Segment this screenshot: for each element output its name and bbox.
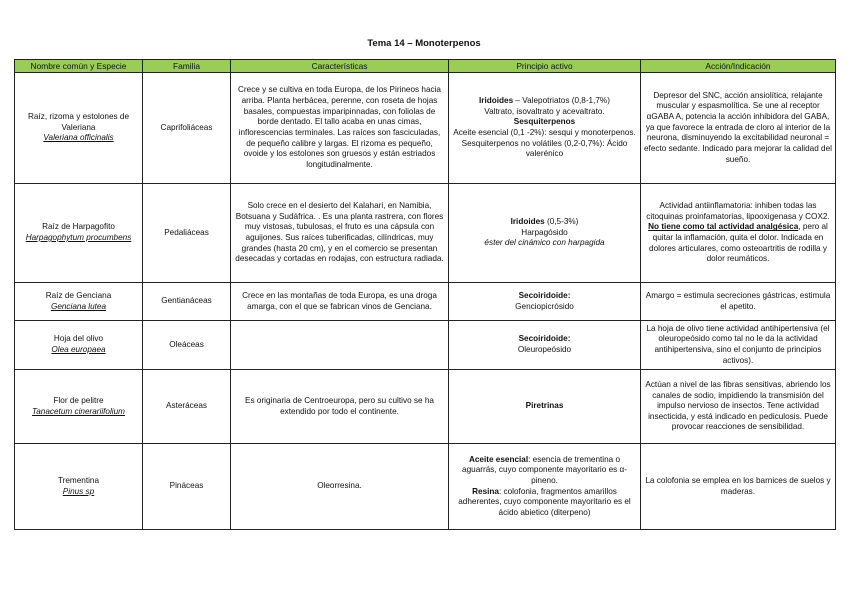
family-cell: Asteráceas <box>143 370 231 444</box>
principle-text: Oleuropeósido <box>517 345 572 354</box>
species-name: Pinus sp <box>62 486 95 496</box>
principle-text: : esencia de trementina o aguarrás, cuyo componente mayoritario es α-pineno. <box>462 454 627 485</box>
action-cell <box>641 184 836 283</box>
monoterpenes-table <box>14 59 836 530</box>
common-name: Raíz, rizoma y estolones de Valeriana <box>27 112 130 132</box>
family-cell: Oleáceas <box>143 321 231 370</box>
table-row <box>15 73 836 184</box>
principle-heading: Sesquiterpenos <box>513 117 576 127</box>
principle-heading: Secoiridoide: <box>518 334 571 344</box>
header-action: Acción/Indicación <box>641 60 836 73</box>
action-cell: La hoja de olivo tiene actividad antihipertensiva (el oleuropeósido como tal no le da la actividad antihipertensiva, sino el conjunto de principios activos). <box>641 321 836 370</box>
table-row <box>15 444 836 530</box>
action-cell: Depresor del SNC, acción ansiolítica, relajante muscular y espasmolítica. Se une al receptor αGABA A, potencia la acción inhibidora del GABA, ya que favorece la entrada de cloro al interior de la neurona, disminuyendo la excitabilidad neuronal = efecto sedante. Indicado para mejorar la calidad del sueño. <box>641 73 836 184</box>
common-name: Flor de pelitre <box>53 395 104 405</box>
table-row <box>15 370 836 444</box>
characteristics-cell: Es originaria de Centroeuropa, pero su cultivo se ha extendido por todo el continente. <box>231 370 449 444</box>
header-row <box>15 60 836 73</box>
principle-text: (0,5-3%) <box>544 217 579 227</box>
species-name: Harpagophytum procumbens <box>25 233 132 242</box>
principle-text: : colofonia, fragmentos amarillos adherentes, cuyo componente mayoritario es el ácido abietico (diterpeno) <box>458 486 631 517</box>
table-row <box>15 184 836 283</box>
common-name-cell <box>15 321 143 370</box>
table-row <box>15 321 836 370</box>
family-cell: Pedaliáceas <box>143 184 231 283</box>
characteristics-cell: Solo crece en el desierto del Kalahari, en Namibia, Botsuana y Sudáfrica. . Es una planta rastrera, con flores muy vistosas, tubulosas, el fruto es una cápsula con aguijones. Sus raíces tuberificadas, cilíndricas, muy grandes (hasta 20 cm), y en el comercio se presentan desecadas y cortadas en rodajas, con estructura radiada. <box>231 184 449 283</box>
common-name-cell <box>15 370 143 444</box>
action-emphasis: No tiene como tal actividad analgésica <box>648 222 799 232</box>
principle-cell <box>449 444 641 530</box>
common-name-cell <box>15 73 143 184</box>
principle-heading: Iridoides <box>479 96 514 106</box>
species-name: Olea europaea <box>51 345 106 354</box>
header-principle: Principio activo <box>449 60 641 73</box>
header-family: Familia <box>143 60 231 73</box>
principle-text: Harpagósido <box>521 227 568 237</box>
action-text: Actividad antiinflamatoria: inhiben todas las citoquinas proinfamatorias, lipooxigenasa y COX2. <box>646 201 830 221</box>
family-cell: Gentianáceas <box>143 283 231 321</box>
common-name: Trementina <box>57 475 100 485</box>
common-name-cell <box>15 283 143 321</box>
common-name-cell <box>15 184 143 283</box>
principle-text: Genciopicrósido <box>515 301 574 311</box>
header-characteristics: Características <box>231 60 449 73</box>
common-name: Hoja del olivo <box>53 334 104 344</box>
common-name-cell <box>15 444 143 530</box>
principle-cell <box>449 73 641 184</box>
table-row <box>15 283 836 321</box>
principle-heading: Iridoides <box>510 217 545 227</box>
principle-cell <box>449 184 641 283</box>
principle-text: Sesquiterpenos no volátiles (0,2-0,7%): Ácido valerénico <box>461 138 628 159</box>
action-text: , pero al quitar la inflamación, quita el dolor. Indicada en dolores articulares, como osteoartritis de rodilla y dolor reumáticos. <box>649 222 828 264</box>
characteristics-cell: Crece en las montañas de toda Europa, es una droga amarga, con el que se fabrican vinos de Genciana. <box>231 283 449 321</box>
action-cell: Actúan a nivel de las fibras sensitivas, abriendo los canales de sodio, impidiendo la transmisión del impulso nervioso de insectos. Tene actividad insecticida, y está indicado en pediculosis. Puede provocar reacciones de sensibilidad. <box>641 370 836 444</box>
species-name: Valeriana officinalis <box>43 133 114 143</box>
principle-cell <box>449 370 641 444</box>
characteristics-cell: Crece y se cultiva en toda Europa, de los Pirineos hacia arriba. Planta herbácea, perenne, con roseta de hojas basales, compuestas imparipinnadas, con foliolas de borde dentado. El tallo acaba en unas cimas, inflorescencias terminales. Las raíces son fasciculadas, de pequeño calibre y largas. El rizoma es pequeño, ovoide y los estolones son gruesos y están estriados longitudinalmente. <box>231 73 449 184</box>
species-name: Tanacetum cinerariifolium <box>32 406 125 416</box>
header-species: Nombre común y Especie <box>15 60 143 73</box>
family-cell: Pináceas <box>143 444 231 530</box>
principle-heading: Aceite esencial <box>468 454 529 464</box>
principle-heading: Resina <box>472 486 499 496</box>
principle-text: Valtrato, isovaltrato y acevaltrato. <box>484 106 605 116</box>
principle-text: Aceite esencial (0,1 -2%): sesqui y monoterpenos. <box>453 128 636 137</box>
action-cell: La colofonia se emplea en los barnices de suelos y maderas. <box>641 444 836 530</box>
common-name: Raíz de Harpagofito <box>42 222 115 232</box>
action-cell: Amargo = estimula secreciones gástricas, estimula el apetito. <box>641 283 836 321</box>
family-cell: Caprifoliáceas <box>143 73 231 184</box>
page-title: Tema 14 – Monoterpenos <box>367 38 481 49</box>
principle-heading: Piretrinas <box>525 401 564 411</box>
principle-text: – Valepotriatos (0,8-1,7%) <box>513 96 610 106</box>
principle-note: éster del cinámico con harpagida <box>484 238 605 248</box>
characteristics-cell <box>231 321 449 370</box>
characteristics-cell: Oleorresina. <box>231 444 449 530</box>
common-name: Raíz de Genciana <box>45 290 112 300</box>
principle-cell <box>449 283 641 321</box>
principle-cell <box>449 321 641 370</box>
species-name: Genciana lutea <box>50 301 107 311</box>
principle-heading: Secoiridoide: <box>518 290 571 300</box>
